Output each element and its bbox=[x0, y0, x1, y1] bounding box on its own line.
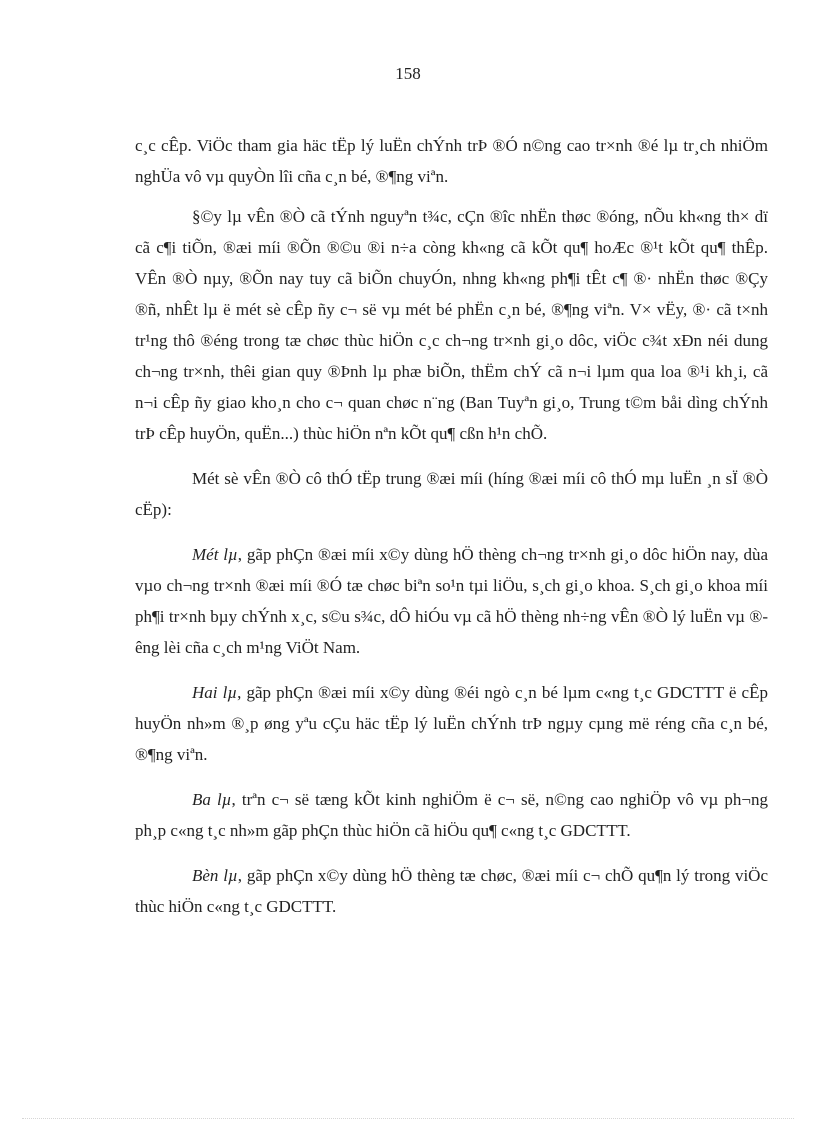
paragraph-5: Hai lµ, gãp phÇn ®æi míi x©y dùng ®éi ngò c¸n bé lµm c«ng t¸c GDCTTT ë cÊp huyÖn nh»m ®¸p øng yªu cÇu häc tËp lý luËn chÝnh trÞ ngµy cµng më réng cña c¸n bé, ®¶ng viªn. bbox=[135, 683, 768, 764]
paragraph-6: Ba lµ, trªn c¬ së tæng kÕt kinh nghiÖm ë c¬ së, n©ng cao nghiÖp vô vµ ph¬ng ph¸p c«ng t¸c nh»m gãp phÇn thùc hiÖn cã hiÖu qu¶ c«ng t¸c GDCTTT. bbox=[135, 790, 769, 840]
paragraph-2: §©y lµ vÊn ®Ò cã tÝnh nguyªn t¾c, cÇn ®îc nhËn thøc ®óng, nÕu kh«ng th× dï cã c¶i tiÕn, ®æi míi ®Õn ®©u ®i n÷a còng kh«ng cã kÕt qu¶ hoÆc ®¹t kÕt qu¶ thÊp. VÊn ®Ò nµy, ®Õn nay tuy cã biÕn chuyÓn, nhng kh«ng ph¶i tÊt c¶ ®· nhËn thøc ®Çy ®ñ, nhÊt lµ ë mét sè cÊp ñy c¬ së vµ mét bé phËn c¸n bé, ®¶ng viªn. V× vËy, ®· cã t×nh tr¹ng thô ®éng trong tæ chøc thùc hiÖn c¸c ch¬ng tr×nh gi¸o dôc, viÖc c¾t xÐn néi dung ch¬ng tr×nh, thêi gian quy ®Þnh lµ phæ biÕn, thËm chÝ cã n¬i lµm qua loa ®¹i kh¸i, cã n¬i cÊp ñy giao kho¸n cho c¬ quan chøc n¨ng (Ban Tuyªn gi¸o, Trung t©m båi dìng chÝnh trÞ cÊp huyÖn, quËn...) thùc hiÖn nªn kÕt qu¶ cßn h¹n chÕ. bbox=[135, 207, 768, 443]
paragraph-3: Mét sè vÊn ®Ò cô thÓ tËp trung ®æi míi (híng ®æi míi cô thÓ mµ luËn ¸n sÏ ®Ò cËp): bbox=[135, 469, 768, 519]
paragraph-lead: Bèn lµ bbox=[192, 866, 238, 885]
paragraph-7: Bèn lµ, gãp phÇn x©y dùng hÖ thèng tæ chøc, ®æi míi c¬ chÕ qu¶n lý trong viÖc thùc hiÖn c«ng t¸c GDCTTT. bbox=[135, 866, 768, 916]
paragraph-4: Mét lµ, gãp phÇn ®æi míi x©y dùng hÖ thèng ch¬ng tr×nh gi¸o dôc hiÖn nay, dùa vµo ch¬ng tr×nh ®æi míi ®Ó tæ chøc biªn so¹n tµi liÖu, s¸ch gi¸o khoa. S¸ch gi¸o khoa míi ph¶i tr×nh bµy chÝnh x¸c, s©u s¾c, dÔ hiÓu vµ cã hÖ thèng nh÷ng vÊn ®Ò lý luËn vµ ®êng lèi cña c¸ch m¹ng ViÖt Nam. bbox=[135, 545, 768, 657]
page-number: 158 bbox=[395, 64, 421, 83]
document-body bbox=[135, 130, 768, 936]
paragraph-1: c¸c cÊp. ViÖc tham gia häc tËp lý luËn chÝnh trÞ ®Ó n©ng cao tr×nh ®é lµ tr¸ch nhiÖm nghÜa vô vµ quyÒn lîi cña c¸n bé, ®¶ng viªn. bbox=[135, 136, 768, 186]
page-bottom-rule bbox=[22, 1118, 794, 1119]
paragraph-lead: Hai lµ bbox=[192, 683, 238, 702]
paragraph-lead: Mét lµ bbox=[192, 545, 238, 564]
paragraph-lead: Ba lµ bbox=[192, 790, 232, 809]
